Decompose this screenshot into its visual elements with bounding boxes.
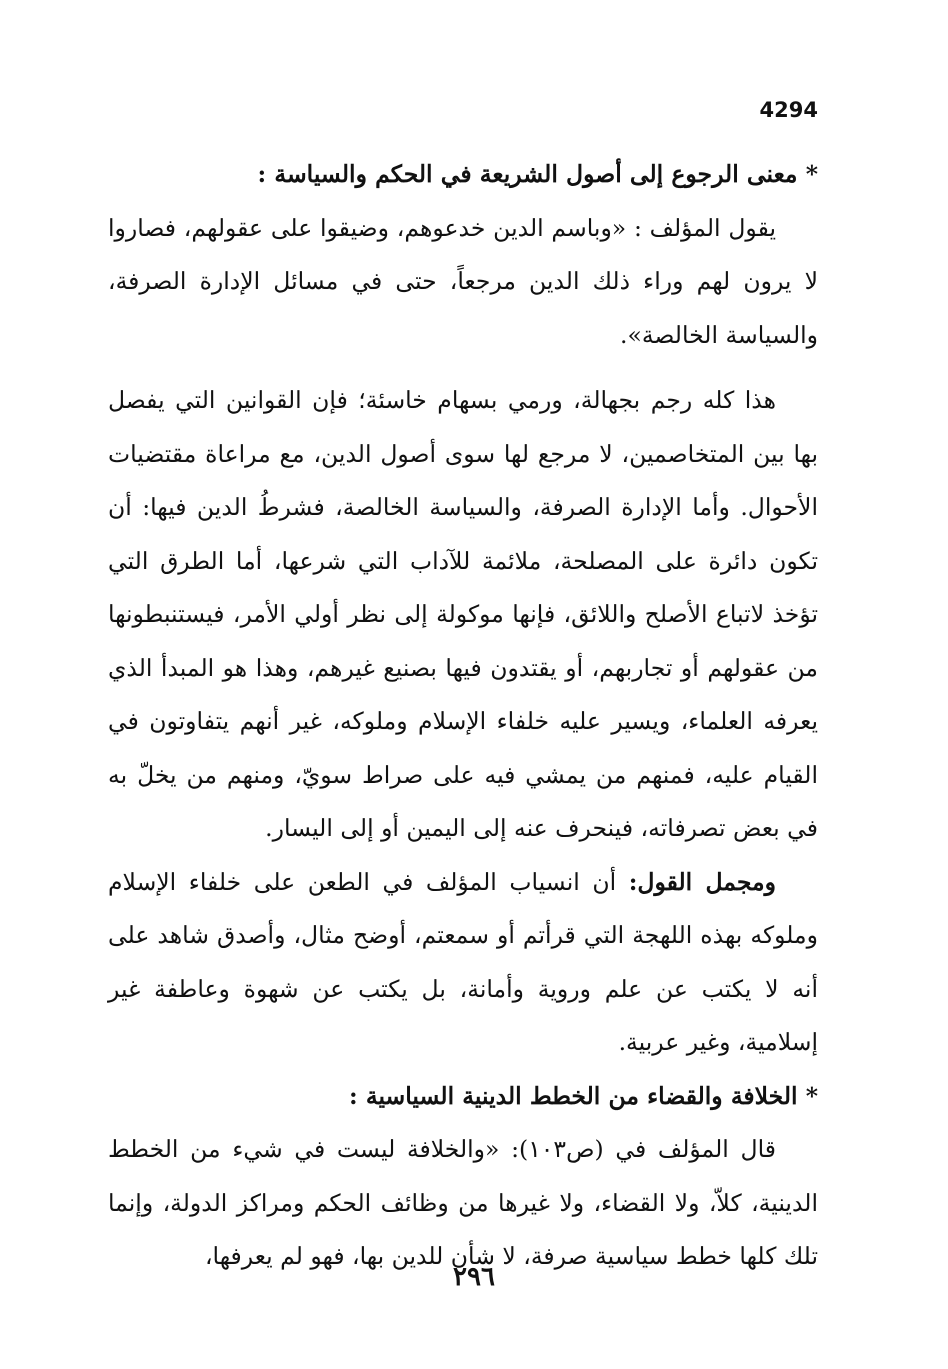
paragraph-author-quote: يقول المؤلف : «وباسم الدين خدعوهم، وضيقوا على عقولهم، فصاروا لا يرون لهم وراء ذلك الدين مرجعاً، حتى في مسائل الإدارة الصرفة، والسياسة الخالصة».: [108, 213, 818, 349]
header-page-number: 4294: [759, 98, 818, 122]
section-heading-sharia-reference: * معنى الرجوع إلى أصول الشريعة في الحكم والسياسة :: [257, 160, 818, 188]
paragraph-summary-text: أن انسياب المؤلف في الطعن على خلفاء الإسلام وملوكه بهذه اللهجة التي قرأتم أو سمعتم، أوضح مثال، وأصدق شاهد على أنه لا يكتب عن علم وروية وأمانة، بل يكتب عن شهوة وعاطفة غير إسلامية، وغير عربية.: [108, 867, 818, 1056]
section-heading-caliphate-judiciary: * الخلافة والقضاء من الخطط الدينية السياسية :: [348, 1081, 818, 1110]
paragraph-caliphate-quote: قال المؤلف في (ص١٠٣): «والخلافة ليست في شيء من الخطط الدينية، كلاّ، ولا القضاء، ولا غيرها من وظائف الحكم ومراكز الدولة، وإنما تلك كلها خطط سياسية صرفة، لا شأن للدين بها، فهو لم يعرفها،: [108, 1135, 818, 1270]
paragraph-summary-lead: ومجمل القول:: [628, 867, 776, 896]
page-body: [108, 148, 818, 1284]
paragraph-summary: [108, 856, 818, 1070]
paragraph-rebuttal: هذا كله رجم بجهالة، ورمي بسهام خاسئة؛ فإن القوانين التي يفصل بها بين المتخاصمين، لا مرجع لها سوى أصول الدين، مع مراعاة مقتضيات الأحوال. وأما الإدارة الصرفة، والسياسة الخالصة، فشرطُ الدين فيها: أن تكون دائرة على المصلحة، ملائمة للآداب التي شرعها، أما الطرق التي تؤخذ لاتباع الأصلح واللائق، فإنها موكولة إلى نظر أولي الأمر، فيستنبطونها من عقولهم أو تجاربهم، أو يقتدون فيها بصنيع غيرهم، وهذا هو المبدأ الذي يعرفه العلماء، ويسير عليه خلفاء الإسلام وملوكه، غير أنهم يتفاوتون في القيام عليه، فمنهم من يمشي فيه على صراط سويّ، ومنهم من يخلّ به في بعض تصرفاته، فينحرف عنه إلى اليمين أو إلى اليسار.: [108, 386, 818, 842]
paragraph-spacer: [108, 362, 818, 374]
footer-page-number: ٢٩٦: [453, 1262, 495, 1292]
